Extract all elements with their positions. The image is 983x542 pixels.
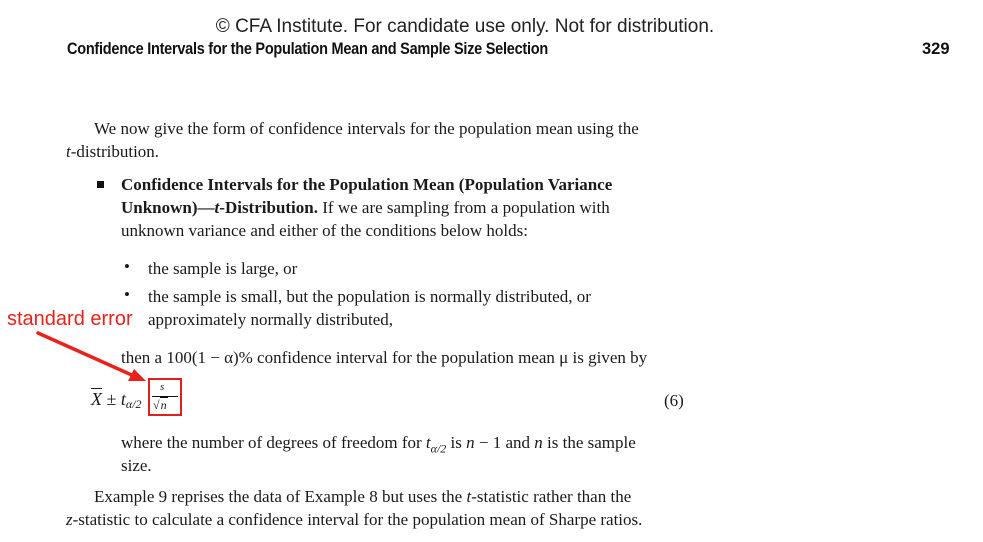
t-symbol: t [66, 142, 71, 161]
condition-item-1: the sample is large, or [148, 259, 298, 278]
n-symbol: n [160, 398, 167, 412]
sample-mean-symbol: $\overline{X}$ [91, 389, 102, 409]
t-subscript: α/2 [430, 441, 447, 456]
condition-item-2-line-1: the sample is small, but the population is normally distributed, or [148, 287, 591, 306]
example-text-a: Example 9 reprises the data of Example 8 but uses the [94, 487, 467, 506]
definition-text-line-3: unknown variance and either of the conditions below holds: [121, 221, 528, 240]
t-symbol: t [214, 198, 220, 217]
definition-heading-part-a: Unknown)— [121, 198, 215, 217]
bullet-icon: • [124, 285, 130, 304]
then-line: then a 100(1 − α)% confidence interval for the population mean μ is given by [121, 348, 648, 367]
definition-heading-part-b: -Distribution. [219, 198, 318, 217]
n-symbol: n [466, 433, 475, 452]
bullet-icon: • [124, 257, 130, 276]
where-text-d: is the sample [542, 433, 636, 452]
where-text-c: − 1 and [474, 433, 535, 452]
t-symbol: t [466, 487, 472, 506]
page-number: 329 [922, 40, 950, 58]
intro-line-2-text: -distribution. [70, 142, 160, 161]
t-symbol: t [120, 389, 126, 409]
radical-icon: √ [153, 398, 160, 412]
intro-line-1: We now give the form of confidence intervals for the population mean using the [94, 119, 639, 138]
t-symbol: t [425, 433, 431, 452]
standard-error-annotation: standard error [7, 308, 133, 330]
where-text-a: where the number of degrees of freedom for [121, 433, 426, 452]
where-line-2: size. [121, 456, 152, 475]
t-subscript: α/2 [125, 397, 142, 411]
definition-heading-line-1: Confidence Intervals for the Population Mean (Population Variance [121, 175, 613, 194]
fraction-numerator: s [160, 381, 165, 393]
equation-number: (6) [664, 391, 684, 410]
condition-item-2-line-2: approximately normally distributed, [148, 310, 394, 329]
example-text-b: -statistic rather than the [471, 487, 632, 506]
n-symbol: n [534, 433, 543, 452]
z-symbol: z [66, 510, 73, 529]
definition-text-line-2: If we are sampling from a population with [318, 198, 610, 217]
where-text-b: is [446, 433, 467, 452]
watermark: © CFA Institute. For candidate use only. Not for distribution. [215, 16, 715, 37]
plus-minus: ± [102, 389, 121, 409]
example-text-c: -statistic to calculate a confidence interval for the population mean of Sharpe ratios. [72, 510, 643, 529]
running-title: Confidence Intervals for the Population Mean and Sample Size Selection [67, 40, 548, 58]
